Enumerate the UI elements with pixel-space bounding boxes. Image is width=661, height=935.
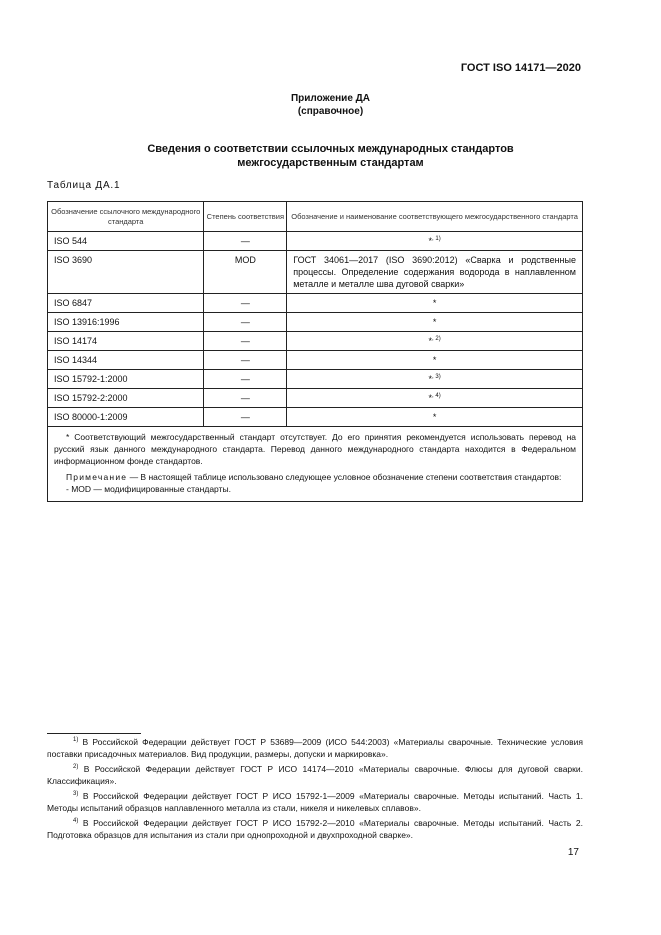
cell-description	[287, 251, 583, 294]
footnote-text: В Российской Федерации действует ГОСТ Р 53689—2009 (ИСО 544:2003) «Материалы сварочные. Технические условия поставки присадочных материалов. Вид продукции, размеры, допуски и маркировка».	[47, 737, 583, 759]
footnote	[47, 736, 583, 760]
footnote-text: В Российской Федерации действует ГОСТ Р ИСО 15792-2—2010 «Материалы сварочные. Методы испытаний. Часть 2. Подготовка образцов для испытания из стали при однопроходной и двухпроходной сварке».	[47, 818, 583, 840]
cell-description	[287, 351, 583, 370]
page-footnotes	[47, 736, 583, 844]
table-row	[48, 332, 583, 351]
cell-standard: ISO 13916:1996	[48, 313, 204, 332]
table-star-footnote: * Соответствующий межгосударственный стандарт отсутствует. До его принятия рекомендуется использовать перевод на русский язык данного международного стандарта. Перевод данного международного стандарта находится в Федеральном информационном фонде стандартов.	[54, 432, 576, 466]
cell-standard: ISO 3690	[48, 251, 204, 294]
table-footer-cell	[48, 427, 583, 502]
table-row	[48, 389, 583, 408]
footnote-ref: , 3)	[432, 374, 441, 380]
table-row	[48, 408, 583, 427]
cell-description-text: *	[432, 298, 437, 308]
correspondence-table	[47, 201, 583, 502]
cell-standard: ISO 14344	[48, 351, 204, 370]
footnote-text: В Российской Федерации действует ГОСТ Р ИСО 14174—2010 «Материалы сварочные. Флюсы для дуговой сварки. Классификация».	[47, 764, 583, 786]
column-header-degree: Степень соответствия	[204, 202, 287, 232]
footnote	[47, 763, 583, 787]
cell-standard: ISO 15792-1:2000	[48, 370, 204, 389]
cell-description-text: *	[428, 374, 433, 384]
note-item: - MOD — модифицированные стандарты.	[66, 484, 231, 494]
footnote	[47, 790, 583, 814]
cell-standard: ISO 544	[48, 232, 204, 251]
cell-degree: —	[204, 294, 287, 313]
cell-description	[287, 332, 583, 351]
cell-degree: —	[204, 370, 287, 389]
cell-degree: MOD	[204, 251, 287, 294]
column-header-standard: Обозначение ссылочного международного стандарта	[48, 202, 204, 232]
cell-standard: ISO 6847	[48, 294, 204, 313]
cell-description	[287, 294, 583, 313]
section-heading-line-2: межгосударственным стандартам	[237, 157, 424, 169]
cell-standard: ISO 14174	[48, 332, 204, 351]
footnote-mark: 3)	[73, 791, 79, 797]
section-heading	[0, 142, 661, 170]
cell-description-text: *	[432, 355, 437, 365]
page-number: 17	[567, 847, 579, 858]
cell-standard: ISO 15792-2:2000	[48, 389, 204, 408]
cell-degree: —	[204, 389, 287, 408]
cell-description-text: ГОСТ 34061—2017 (ISO 3690:2012) «Сварка и родственные процессы. Определение содержания водорода в наплавленном металле и металле шва дуговой сварки»	[293, 255, 576, 289]
cell-standard: ISO 80000-1:2009	[48, 408, 204, 427]
table-label: Таблица ДА.1	[47, 180, 121, 191]
cell-description	[287, 408, 583, 427]
note-text: — В настоящей таблице использовано следующее условное обозначение степени соответствия стандартов:	[127, 472, 562, 482]
table-row	[48, 370, 583, 389]
cell-description-text: *	[432, 317, 437, 327]
table-row	[48, 251, 583, 294]
cell-description	[287, 389, 583, 408]
table-footer-row	[48, 427, 583, 502]
table-header-row	[48, 202, 583, 232]
cell-degree: —	[204, 351, 287, 370]
table-row	[48, 351, 583, 370]
table-row	[48, 313, 583, 332]
cell-description	[287, 232, 583, 251]
cell-degree: —	[204, 332, 287, 351]
document-code: ГОСТ ISO 14171—2020	[460, 62, 581, 74]
cell-degree: —	[204, 313, 287, 332]
cell-degree: —	[204, 232, 287, 251]
cell-description-text: *	[428, 336, 433, 346]
cell-description-text: *	[428, 236, 433, 246]
cell-degree: —	[204, 408, 287, 427]
cell-description-text: *	[428, 393, 433, 403]
footnote-separator	[47, 733, 141, 734]
footnote-ref: , 1)	[432, 236, 441, 242]
table-row	[48, 232, 583, 251]
note-label: Примечание	[66, 472, 128, 482]
footnote-mark: 2)	[73, 764, 79, 770]
footnote	[47, 817, 583, 841]
table-note	[54, 471, 576, 483]
column-header-description: Обозначение и наименование соответствующего межгосударственного стандарта	[287, 202, 583, 232]
cell-description	[287, 370, 583, 389]
cell-description-text: *	[432, 412, 437, 422]
footnote-mark: 1)	[73, 737, 79, 743]
footnote-ref: , 2)	[432, 336, 441, 342]
cell-description	[287, 313, 583, 332]
footnote-ref: , 4)	[432, 393, 441, 399]
annex-subtitle: (справочное)	[297, 106, 364, 117]
table-row	[48, 294, 583, 313]
section-heading-line-1: Сведения о соответствии ссылочных международных стандартов	[147, 143, 514, 155]
annex-title: Приложение ДА	[290, 93, 371, 104]
footnote-text: В Российской Федерации действует ГОСТ Р ИСО 15792-1—2009 «Материалы сварочные. Методы испытаний. Часть 1. Методы испытаний образцов наплавленного металла из стали, никеля и никелевых сплавов».	[47, 791, 583, 813]
footnote-mark: 4)	[73, 818, 79, 824]
